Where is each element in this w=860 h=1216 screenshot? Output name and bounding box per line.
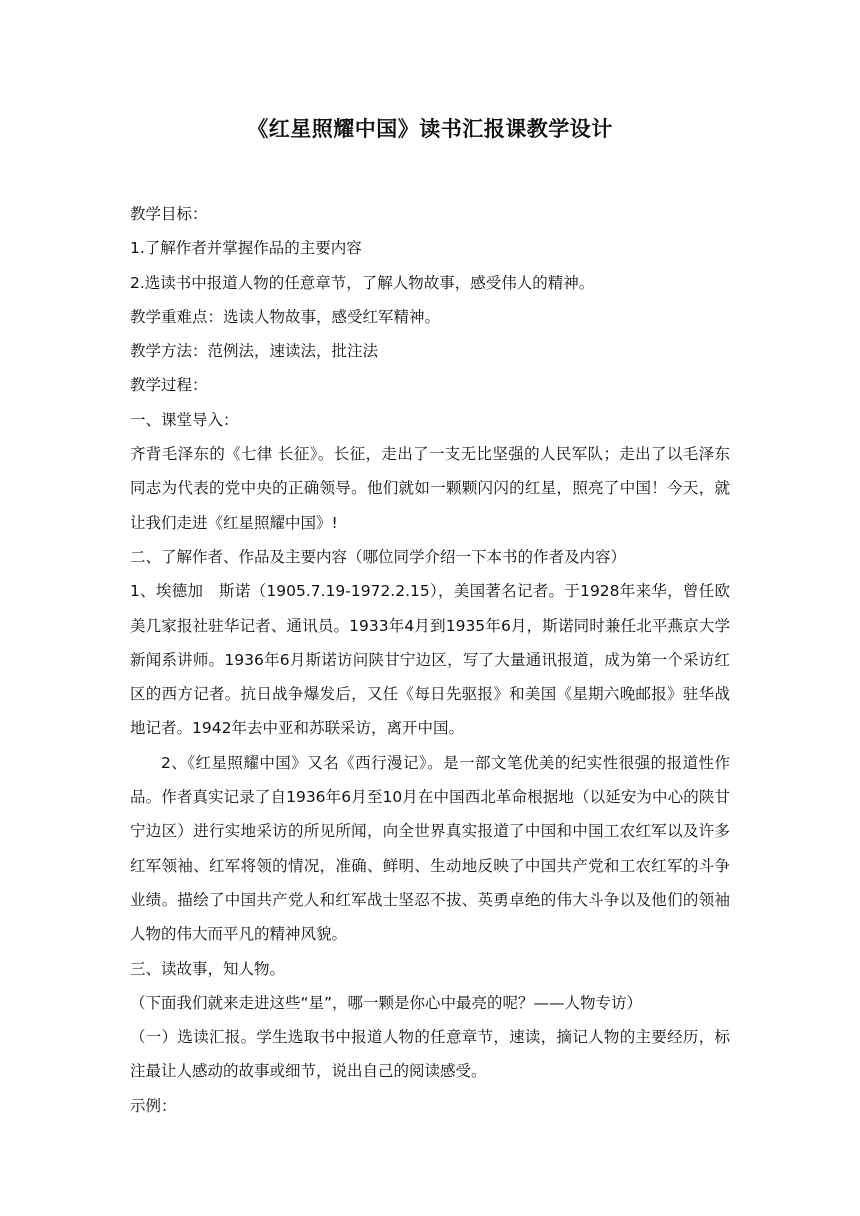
heading-class-introduction: 一、课堂导入： — [130, 410, 239, 429]
section-label-teaching-goals: 教学目标： — [130, 205, 208, 223]
key-difficulties: 教学重难点：选读人物故事，感受红军精神。 — [130, 307, 441, 326]
paragraph-stars-prompt: （下面我们就来走进这些“星”，哪一颗是你心中最亮的呢？——人物专访） — [130, 993, 643, 1012]
goal-item-2: 2.选读书中报道人物的任意章节，了解人物故事，感受伟人的精神。 — [130, 273, 595, 292]
heading-read-stories: 三、读故事，知人物。 — [130, 959, 286, 978]
paragraph-reading-report: （一）选读汇报。学生选取书中报道人物的任意章节，速读，摘记人物的主要经历，标注最让人感动的故事或细节，说出自己的阅读感受。 — [130, 1028, 730, 1081]
example-label: 示例： — [130, 1096, 177, 1115]
document-title: 《红星照耀中国》读书汇报课教学设计 — [247, 117, 613, 141]
teaching-methods: 教学方法：范例法，速读法，批注法 — [130, 342, 379, 361]
heading-author-and-work: 二、了解作者、作品及主要内容（哪位同学介绍一下本书的作者及内容） — [130, 547, 627, 566]
paragraph-author-bio: 1、埃德加 斯诺（1905.7.19-1972.2.15），美国著名记者。于1928年来华，曾任欧美几家报社驻华记者、通讯员。1933年4月到1935年6月，斯诺同时兼任北平燕京大学新闻系讲师。1936年6月斯诺访问陕甘宁边区，写了大量通讯报道，成为第一个采访红区的西方记者。抗日战争爆发后，又任《每日先驱报》和美国《星期六晚邮报》驻华战地记者。1942年去中亚和苏联采访，离开中国。 — [130, 582, 730, 738]
document-body — [130, 197, 730, 1123]
section-label-teaching-process: 教学过程： — [130, 376, 208, 395]
paragraph-introduction: 齐背毛泽东的《七律 长征》。长征，走出了一支无比坚强的人民军队；走出了以毛泽东同志为代表的党中央的正确领导。他们就如一颗颗闪闪的红星，照亮了中国！今天，就让我们走进《红星照耀中国》! — [130, 445, 730, 532]
goal-item-1: 1.了解作者并掌握作品的主要内容 — [130, 239, 362, 258]
paragraph-work-summary: 2、《红星照耀中国》又名《西行漫记》。是一部文笔优美的纪实性很强的报道性作品。作者真实记录了自1936年6月至10月在中国西北革命根据地（以延安为中心的陕甘宁边区）进行实地采访的所见所闻，向全世界真实报道了中国和中国工农红军以及许多红军领袖、红军将领的情况，准确、鲜明、生动地反映了中国共产党和工农红军的斗争业绩。描绘了中国共产党人和红军战士坚忍不拔、英勇卓绝的伟大斗争以及他们的领袖人物的伟大而平凡的精神风貌。 — [130, 753, 730, 944]
